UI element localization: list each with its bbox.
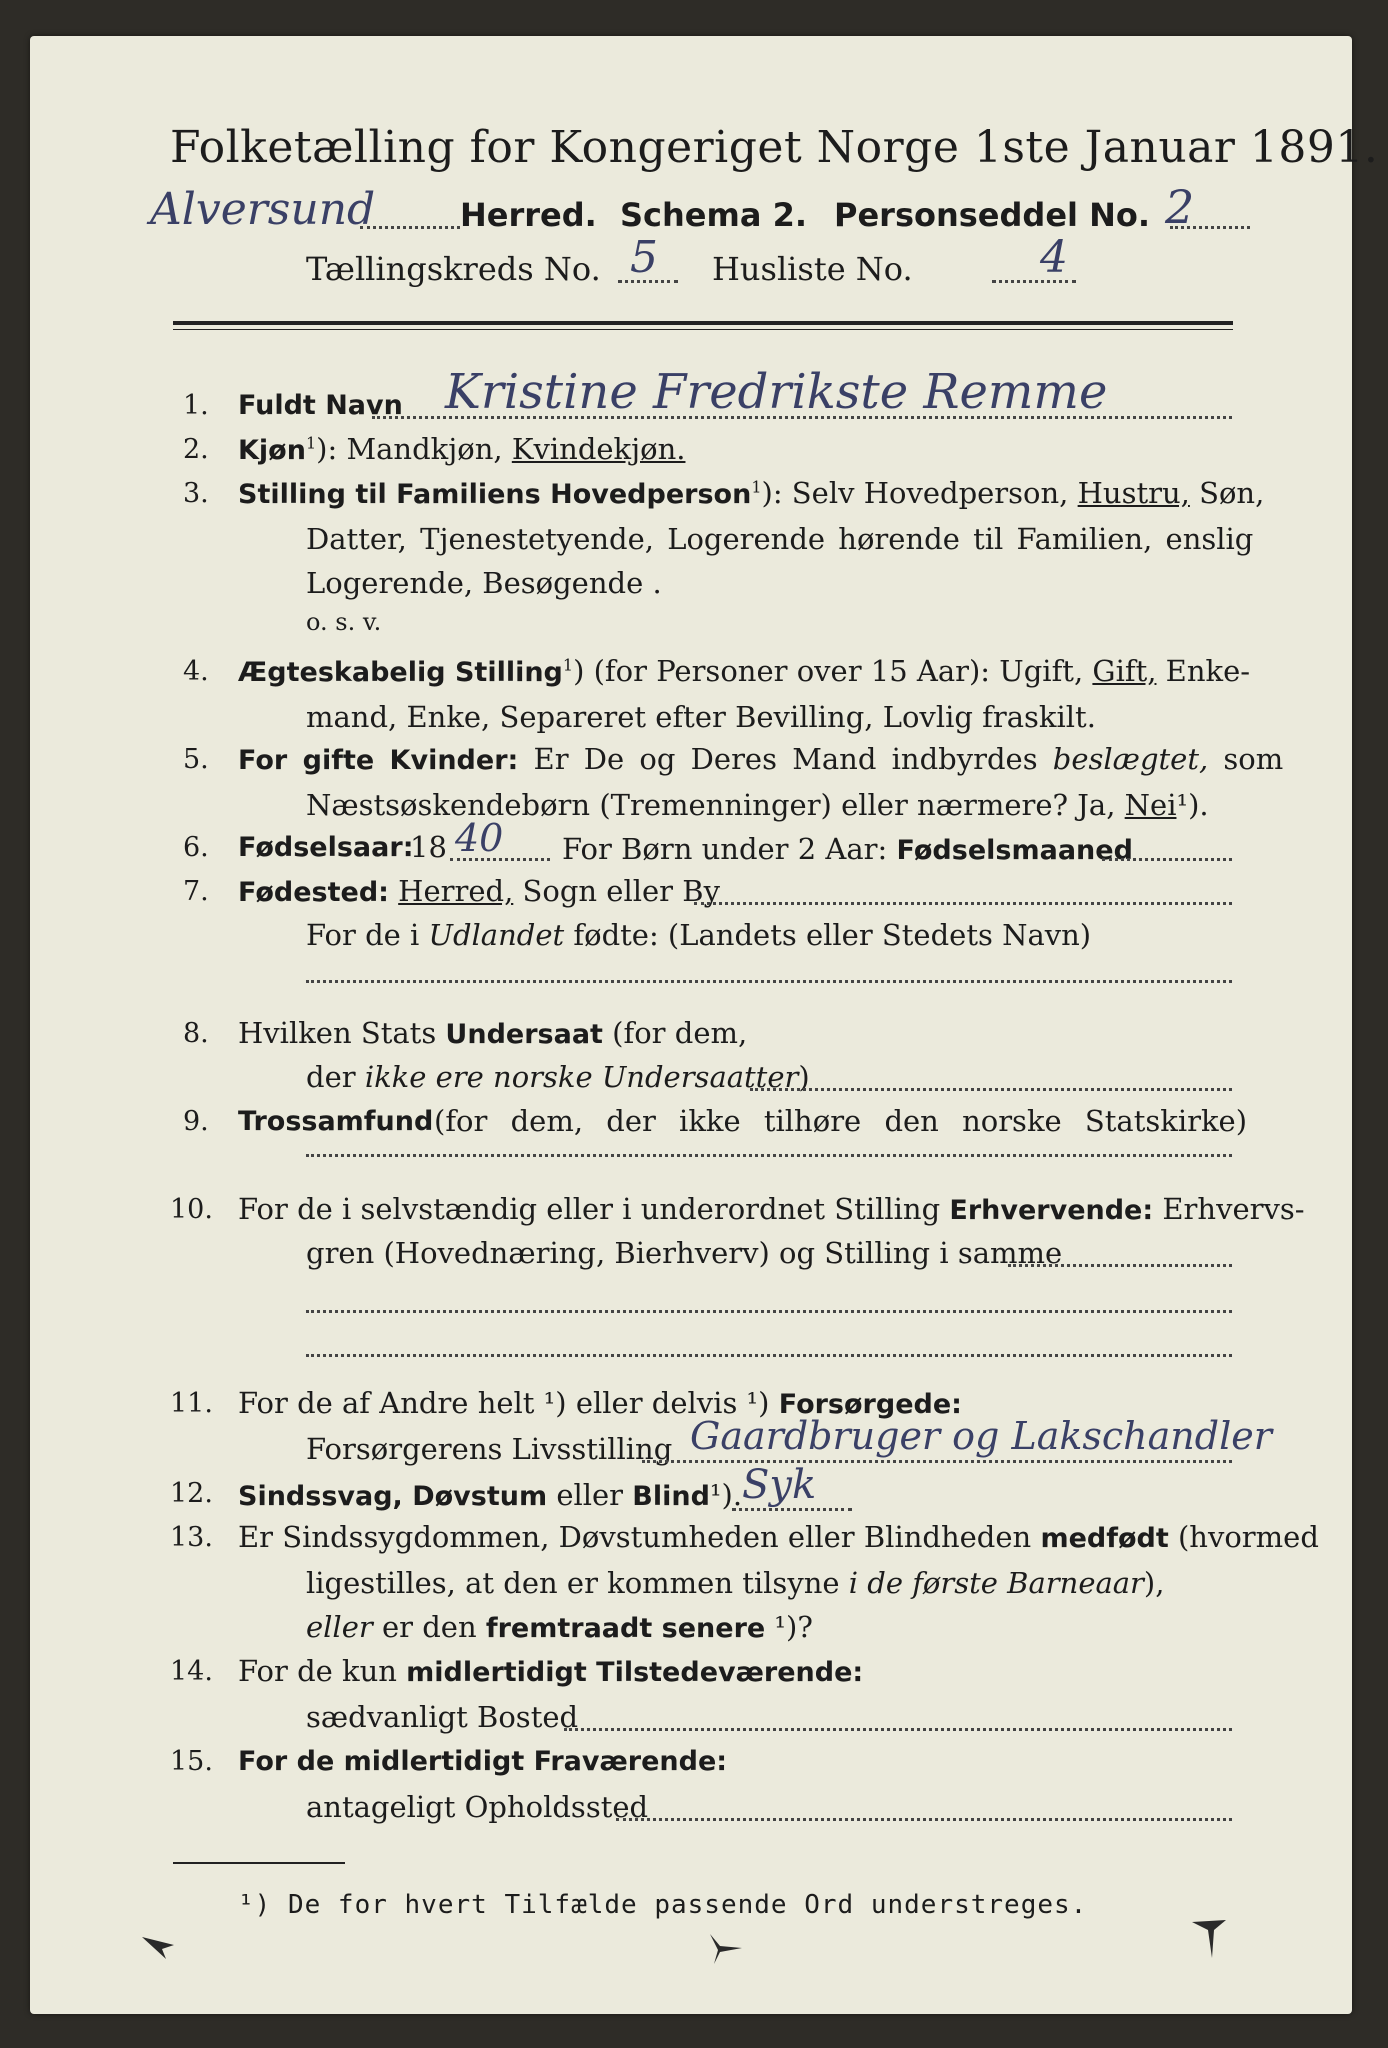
item-number-11: 11.: [170, 1388, 213, 1419]
q6-value: 40: [455, 816, 504, 860]
item-number-13: 13.: [170, 1522, 213, 1553]
q5-label: For gifte Kvinder:: [238, 745, 519, 776]
q12-label: Sindssvag, Døvstum: [238, 1481, 548, 1512]
item-number-4: 4.: [183, 656, 209, 687]
q13-line1-c: (hvormed: [1177, 1520, 1319, 1554]
q6-prefix: 18: [410, 830, 447, 864]
q3-line3: Logerende, Besøgende .: [306, 566, 662, 600]
q12-text: eller: [556, 1478, 624, 1512]
q5-line1-b: beslægtet,: [1052, 742, 1209, 776]
q10-line1-a: For de i selvstændig eller i underordnet Stilling: [238, 1192, 941, 1226]
q1-value: Kristine Fredrikste Remme: [445, 364, 1108, 420]
q10-line1-b: Erhvervende:: [949, 1195, 1154, 1226]
q13-line2-c: ),: [1143, 1566, 1165, 1600]
q13-line2-a: ligestilles, at den er kommen tilsyne: [306, 1566, 840, 1600]
q11-line2: Forsørgerens Livsstilling: [306, 1432, 673, 1466]
q1-dots: [372, 416, 1232, 419]
q10-line2-dots: [1008, 1264, 1232, 1267]
q7-line2-b: Udlandet: [428, 918, 565, 952]
q6-year-dots: [450, 858, 550, 861]
header-rule-thin: [173, 329, 1233, 330]
q14-label: For de kun: [238, 1654, 397, 1688]
q3-line1-c: Søn,: [1199, 476, 1265, 510]
q13-line1-b: medfødt: [1040, 1523, 1169, 1554]
registration-mark-left-icon: [140, 1930, 180, 1970]
q7-label: Fødested:: [238, 877, 389, 908]
herred-dots: [360, 226, 460, 229]
q13-line3-a: eller: [306, 1610, 373, 1644]
q3-line1-b: Hustru,: [1077, 476, 1190, 510]
q15-dots: [616, 1818, 1232, 1821]
q11-line1-a: For de af Andre helt ¹) eller delvis ¹): [238, 1386, 770, 1420]
q4-line1-b: Gift,: [1092, 654, 1157, 688]
q4-line2: mand, Enke, Separeret efter Bevilling, Lovlig fraskilt.: [306, 700, 1096, 734]
q9-dots: [306, 1154, 1232, 1157]
q12-value: Syk: [742, 1462, 817, 1508]
q8-line2-b: ikke ere norske Undersaatter: [364, 1060, 799, 1094]
registration-mark-center-icon: [706, 1932, 746, 1975]
item-number-14: 14.: [170, 1656, 213, 1687]
item-number-1: 1.: [183, 390, 209, 421]
q5-line2-a: Næstsøskendebørn (Tremenninger) eller nærmere? Ja,: [306, 788, 1116, 822]
q8-line1-c: (for dem,: [612, 1016, 748, 1050]
item-number-7: 7.: [183, 876, 209, 907]
q7-extra-dots: [306, 980, 1232, 983]
q9-text: (for dem, der ikke tilhøre den norske Statskirke): [434, 1104, 1248, 1138]
q12-dots: [732, 1508, 852, 1511]
q7-line2-a: For de i: [306, 918, 420, 952]
personseddel-value: 2: [1165, 180, 1195, 234]
item-number-12: 12.: [170, 1478, 213, 1509]
item-number-15: 15.: [170, 1746, 213, 1777]
q11-dots: [642, 1460, 1232, 1463]
kreds-label: Tællingskreds No.: [306, 250, 601, 288]
q3-line1-a: ): Selv Hovedperson,: [761, 476, 1069, 510]
q15-label: For de midlertidigt Fraværende:: [238, 1746, 728, 1777]
q7-dots: [694, 902, 1232, 905]
q5-line1-c: som: [1223, 742, 1284, 776]
herred-label: Herred.: [460, 196, 597, 234]
registration-mark-right-icon: [1190, 1918, 1230, 1969]
husliste-value: 4: [1040, 232, 1068, 283]
q6-text-a: For Børn under 2 Aar:: [562, 832, 888, 866]
q1-label: Fuldt Navn: [238, 390, 403, 421]
q3-label: Stilling til Familiens Hovedperson: [238, 479, 752, 510]
q13-line3-c: fremtraadt senere: [485, 1613, 766, 1644]
q7-line2-c: fødte: (Landets eller Stedets Navn): [573, 918, 1092, 952]
q2-text-b: Kvindekjøn.: [511, 432, 686, 466]
q13-line3-d: ¹)?: [774, 1610, 813, 1644]
q2-sup: 1: [305, 433, 317, 453]
item-number-3: 3.: [183, 478, 209, 509]
q8-line1-a: Hvilken Stats: [238, 1016, 437, 1050]
q15-line2: antageligt Opholdssted: [306, 1790, 649, 1824]
census-form-page: [30, 36, 1379, 2014]
footnote: ¹) De for hvert Tilfælde passende Ord understreges.: [238, 1890, 1088, 1920]
q10-line1-c: Erhvervs-: [1162, 1192, 1305, 1226]
q3-line4: o. s. v.: [306, 608, 382, 636]
kreds-dots: [618, 280, 678, 283]
footnote-rule: [173, 1862, 345, 1864]
schema-label: Schema 2.: [620, 196, 807, 234]
husliste-label: Husliste No.: [712, 250, 913, 288]
q5-line2-b: Nei: [1124, 788, 1177, 822]
form-title: Folketælling for Kongeriget Norge 1ste Januar 1891.: [170, 122, 1379, 173]
q14-dots: [564, 1728, 1232, 1731]
q5-line1-a: Er De og Deres Mand indbyrdes: [533, 742, 1038, 776]
item-number-2: 2.: [183, 434, 209, 465]
q4-sup: 1: [562, 655, 574, 675]
q4-line1-c: Enke-: [1165, 654, 1251, 688]
kreds-value: 5: [630, 232, 658, 283]
item-number-9: 9.: [183, 1106, 209, 1137]
q11-value: Gaardbruger og Lakschandler: [690, 1414, 1272, 1458]
husliste-dots: [992, 280, 1076, 283]
q12-label-b: Blind: [632, 1481, 710, 1512]
q3-sup: 1: [751, 477, 762, 497]
q4-label: Ægteskabelig Stilling: [238, 657, 563, 688]
q10-line2: gren (Hovednæring, Bierhverv) og Stilling i samme: [306, 1236, 1063, 1270]
q13-line3-b: er den: [381, 1610, 477, 1644]
q6-text-b: Fødselsmaaned: [896, 835, 1133, 866]
q13-line1-a: Er Sindssygdommen, Døvstumheden eller Blindheden: [238, 1520, 1032, 1554]
q5-line2-c: ¹).: [1176, 788, 1209, 822]
herred-value: Alversund: [150, 184, 376, 235]
personseddel-dots: [1170, 226, 1250, 229]
q8-line1-b: Undersaat: [445, 1019, 603, 1050]
q14-line2: sædvanligt Bosted: [306, 1700, 579, 1734]
q9-label: Trossamfund: [238, 1106, 434, 1137]
personseddel-label: Personseddel No.: [834, 196, 1151, 234]
header-rule-thick: [173, 321, 1233, 325]
q6-month-dots: [1102, 858, 1232, 861]
q13-line2-b: i de første Barneaar: [848, 1566, 1144, 1600]
q8-line2-c: ): [798, 1060, 810, 1094]
q3-line2: Datter, Tjenestetyende, Logerende hørende til Familien, enslig: [306, 522, 1254, 556]
q8-line2-a: der: [306, 1060, 356, 1094]
item-number-10: 10.: [170, 1194, 213, 1225]
q12-sup: ¹).: [709, 1478, 743, 1512]
q10-extra-dots-2: [306, 1354, 1232, 1357]
q2-label: Kjøn: [238, 435, 306, 466]
q2-text-a: ): Mandkjøn,: [316, 432, 503, 466]
q6-label: Fødselsaar:: [238, 832, 414, 863]
q10-extra-dots-1: [306, 1310, 1232, 1313]
q4-line1-a: ) (for Personer over 15 Aar): Ugift,: [573, 654, 1084, 688]
item-number-8: 8.: [183, 1018, 209, 1049]
q7-b: Sogn eller By: [522, 874, 720, 908]
item-number-5: 5.: [183, 744, 209, 775]
q11-line1-b: Forsørgede:: [778, 1389, 962, 1420]
q7-a: Herred,: [398, 874, 514, 908]
q8-dots: [750, 1088, 1232, 1091]
q14-label-b: midlertidigt Tilstedeværende:: [406, 1657, 864, 1688]
item-number-6: 6.: [183, 832, 209, 863]
